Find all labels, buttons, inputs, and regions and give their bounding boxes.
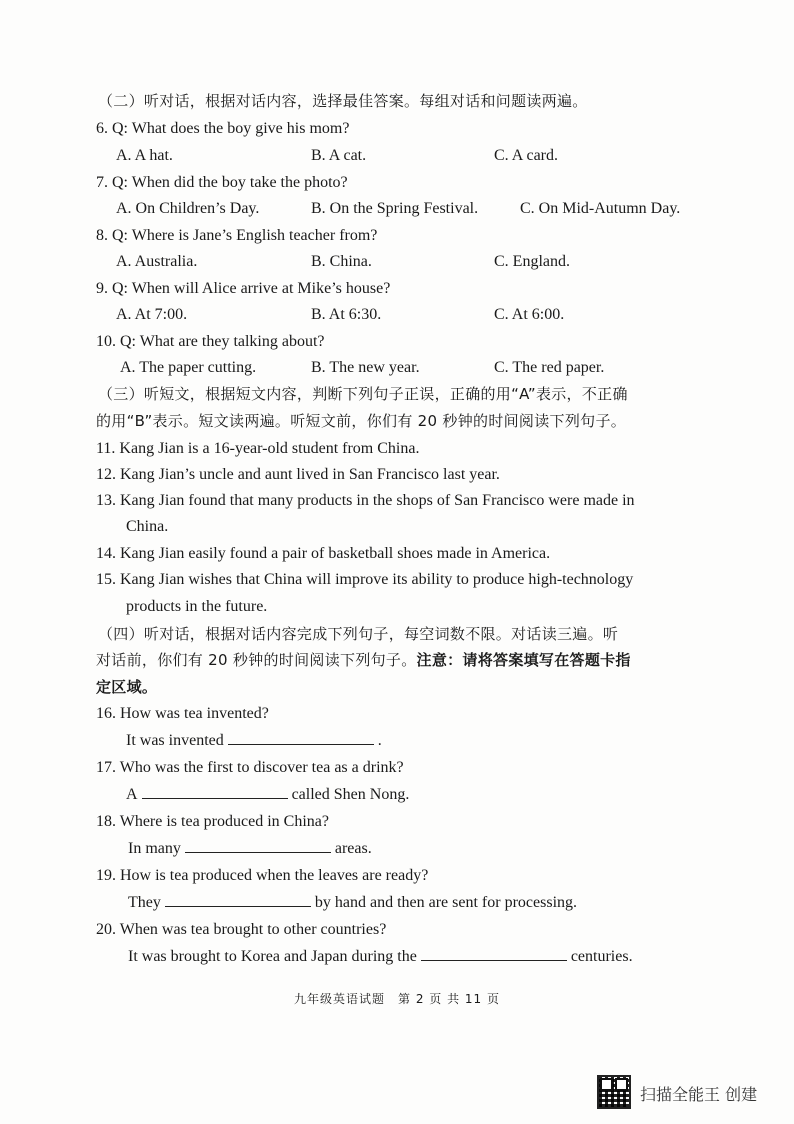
question-9: 9. Q: When will Alice arrive at Mike’s house?	[96, 280, 391, 297]
answer-line-19	[128, 890, 702, 917]
question-19: 19. How is tea produced when the leaves are ready?	[96, 867, 429, 884]
page-footer: 九年级英语试题 第 2 页 共 11 页	[294, 992, 500, 1006]
answer-blank[interactable]	[142, 784, 288, 799]
question-16: 16. How was tea invented?	[96, 705, 269, 722]
option-b: B. On the Spring Festival.	[311, 200, 479, 217]
statement-14: 14. Kang Jian easily found a pair of basketball shoes made in America.	[96, 545, 551, 562]
answer-line-18	[128, 836, 702, 863]
option-a: A. The paper cutting.	[120, 359, 257, 376]
question-18: 18. Where is tea produced in China?	[96, 813, 329, 830]
option-b: B. A cat.	[311, 147, 367, 164]
question-8: 8. Q: Where is Jane’s English teacher from?	[96, 227, 378, 244]
option-a: A. Australia.	[116, 253, 198, 270]
question-17: 17. Who was the first to discover tea as a drink?	[96, 759, 404, 776]
option-c: C. The red paper.	[494, 359, 605, 376]
section4-notice: 注意：请将答案填写在答题卡指	[416, 651, 631, 669]
sentence-end: called Shen Nong.	[291, 786, 410, 803]
sentence-start: It was invented	[126, 732, 224, 749]
section3-header-line2: 的用“B”表示。短文读两遍。听短文前，你们有 20 秒钟的时间阅读下列句子。	[96, 412, 627, 430]
question-10: 10. Q: What are they talking about?	[96, 333, 325, 350]
answer-line-16	[126, 728, 702, 755]
section4-notice-cont: 定区域。	[96, 678, 158, 696]
sentence-end: areas.	[334, 840, 372, 857]
sentence-start: They	[128, 894, 161, 911]
sentence-end: .	[377, 732, 382, 749]
option-a: A. On Children’s Day.	[116, 200, 260, 217]
question-20: 20. When was tea brought to other countries?	[96, 921, 387, 938]
answer-blank[interactable]	[421, 946, 567, 961]
statement-13-cont: China.	[126, 518, 169, 535]
option-a: A. At 7:00.	[116, 306, 188, 323]
statement-15-cont: products in the future.	[126, 598, 268, 615]
option-b: B. China.	[311, 253, 372, 270]
section4-header-line2	[96, 647, 702, 674]
sentence-end: centuries.	[570, 948, 633, 965]
section4-header-line1: （四）听对话，根据对话内容完成下列句子，每空词数不限。对话读三遍。听	[98, 625, 619, 643]
answer-blank[interactable]	[165, 892, 311, 907]
option-c: C. England.	[494, 253, 570, 270]
answer-line-17	[126, 782, 702, 809]
statement-13: 13. Kang Jian found that many products in the shops of San Francisco were made in	[96, 492, 635, 509]
option-c: C. A card.	[494, 147, 558, 164]
section2-header: （二）听对话，根据对话内容，选择最佳答案。每组对话和问题读两遍。	[98, 92, 588, 110]
statement-15: 15. Kang Jian wishes that China will improve its ability to produce high-technology	[96, 571, 634, 588]
option-b: B. The new year.	[311, 359, 420, 376]
option-c: C. On Mid-Autumn Day.	[520, 200, 681, 217]
question-7: 7. Q: When did the boy take the photo?	[96, 174, 348, 191]
option-c: C. At 6:00.	[494, 306, 565, 323]
scanner-watermark: 扫描全能王 创建	[640, 1085, 758, 1104]
sentence-start: In many	[128, 840, 181, 857]
section4-header-text: 对话前，你们有 20 秒钟的时间阅读下列句子。	[96, 651, 417, 669]
answer-blank[interactable]	[185, 838, 331, 853]
sentence-end: by hand and then are sent for processing.	[314, 894, 578, 911]
qr-code-icon	[597, 1075, 631, 1109]
answer-blank[interactable]	[228, 730, 374, 745]
option-a: A. A hat.	[116, 147, 173, 164]
sentence-start: A	[126, 786, 138, 803]
option-b: B. At 6:30.	[311, 306, 382, 323]
statement-12: 12. Kang Jian’s uncle and aunt lived in San Francisco last year.	[96, 466, 500, 483]
question-6: 6. Q: What does the boy give his mom?	[96, 120, 350, 137]
section3-header-line1: （三）听短文，根据短文内容，判断下列句子正误，正确的用“A”表示，不正确	[98, 385, 628, 403]
sentence-start: It was brought to Korea and Japan during the	[128, 948, 417, 965]
statement-11: 11. Kang Jian is a 16-year-old student from China.	[96, 440, 420, 457]
answer-line-20	[128, 944, 702, 971]
